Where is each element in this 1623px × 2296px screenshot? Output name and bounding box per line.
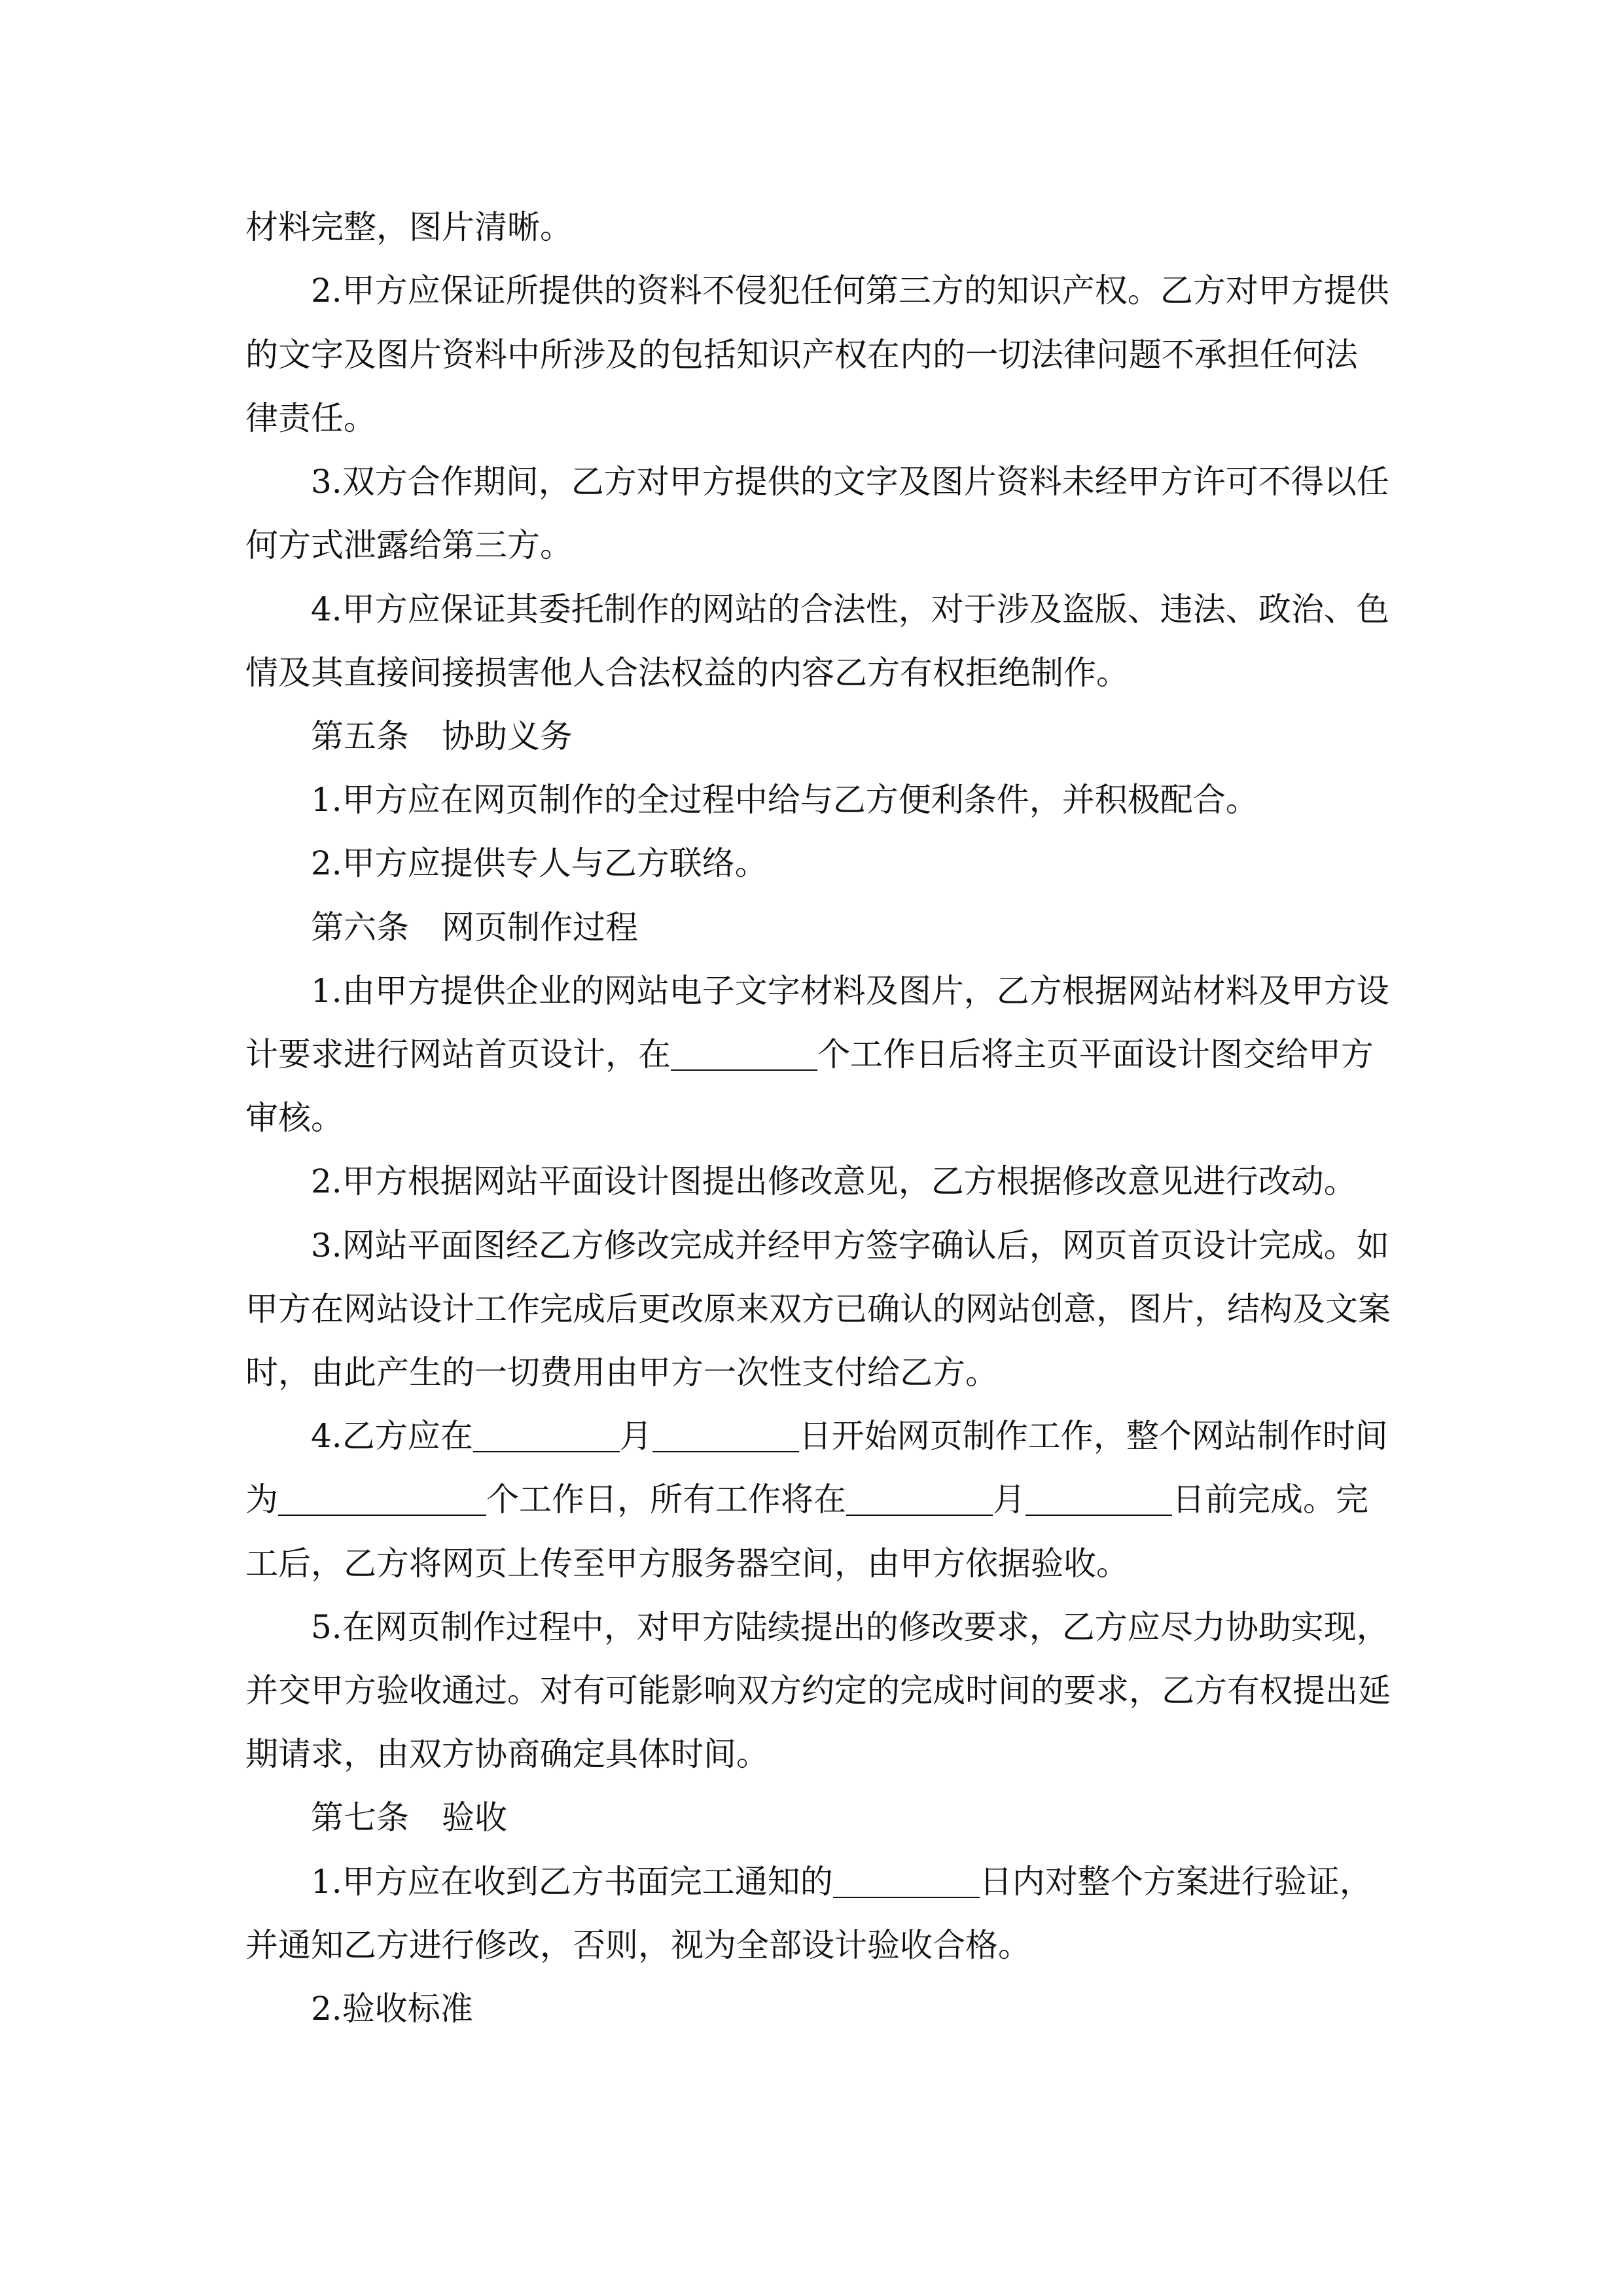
article-heading: 第六条 网页制作过程: [311, 908, 638, 946]
clause-item: [311, 1865, 1372, 1902]
clause-item: 1.甲方应在网页制作的全过程中给与乙方便利条件，并积极配合。: [311, 781, 1258, 819]
clause-item: 1.由甲方提供企业的网站电子文字材料及图片，乙方根据网站材料及甲方设: [311, 972, 1389, 1010]
paragraph-line: 律责任。: [245, 399, 376, 437]
clause-item: [311, 1417, 1388, 1456]
paragraph-line: [245, 1480, 1368, 1520]
clause-item: 2.甲方根据网站平面设计图提出修改意见，乙方根据修改意见进行改动。: [311, 1162, 1357, 1200]
text-segment: 日前完成。完: [1172, 1480, 1368, 1518]
clause-item: 2.甲方应保证所提供的资料不侵犯任何第三方的知识产权。乙方对甲方提供: [311, 272, 1389, 310]
fill-in-blank: [278, 1483, 486, 1516]
text-segment: 日内对整个方案进行验证，: [979, 1863, 1372, 1901]
paragraph-line: 材料完整，图片清晰。: [245, 208, 573, 246]
paragraph-line: 期请求，由双方协商确定具体时间。: [245, 1735, 769, 1773]
text-segment: 月: [619, 1417, 652, 1455]
text-segment: 4.乙方应在: [311, 1417, 473, 1455]
paragraph-line: 工后，乙方将网页上传至甲方服务器空间，由甲方依据验收。: [245, 1545, 1129, 1583]
clause-item: 2.验收标准: [311, 1990, 473, 2028]
paragraph-line: 何方式泄露给第三方。: [245, 526, 573, 564]
clause-item: 5.在网页制作过程中，对甲方陆续提出的修改要求，乙方应尽力协助实现，: [311, 1608, 1389, 1646]
text-segment: 日开始网页制作工作，整个网站制作时间: [798, 1417, 1388, 1455]
fill-in-blank: [846, 1483, 993, 1516]
paragraph-line: 时，由此产生的一切费用由甲方一次性支付给乙方。: [245, 1354, 998, 1391]
clause-item: 4.甲方应保证其委托制作的网站的合法性，对于涉及盗版、违法、政治、色: [311, 590, 1389, 628]
fill-in-blank: [473, 1420, 620, 1452]
text-segment: 月: [993, 1480, 1026, 1518]
clause-item: 3.双方合作期间，乙方对甲方提供的文字及图片资料未经甲方许可不得以任: [311, 463, 1389, 501]
paragraph-line: [245, 1035, 1374, 1075]
text-segment: 为: [245, 1480, 278, 1518]
fill-in-blank: [1026, 1483, 1172, 1516]
article-heading: 第七条 验收: [311, 1799, 507, 1837]
clause-item: 2.甲方应提供专人与乙方联络。: [311, 844, 768, 882]
paragraph-line: 并通知乙方进行修改，否则，视为全部设计验收合格。: [245, 1926, 1031, 1964]
clause-item: 3.网站平面图经乙方修改完成并经甲方签字确认后，网页首页设计完成。如: [311, 1227, 1389, 1265]
paragraph-line: 的文字及图片资料中所涉及的包括知识产权在内的一切法律问题不承担任何法: [245, 336, 1358, 374]
fill-in-blank: [833, 1865, 980, 1898]
article-heading: 第五条 协助义务: [311, 717, 573, 755]
text-segment: 1.甲方应在收到乙方书面完工通知的: [311, 1863, 833, 1901]
text-segment: 个工作日后将主页平面设计图交给甲方: [817, 1035, 1374, 1073]
paragraph-line: 甲方在网站设计工作完成后更改原来双方已确认的网站创意，图片，结构及文案: [245, 1290, 1391, 1328]
paragraph-line: 审核。: [245, 1099, 344, 1137]
fill-in-blank: [671, 1038, 817, 1071]
paragraph-line: 情及其直接间接损害他人合法权益的内容乙方有权拒绝制作。: [245, 654, 1129, 692]
fill-in-blank: [652, 1420, 799, 1452]
text-segment: 计要求进行网站首页设计，在: [245, 1035, 671, 1073]
paragraph-line: 并交甲方验收通过。对有可能影响双方约定的完成时间的要求，乙方有权提出延: [245, 1672, 1391, 1710]
text-segment: 个工作日，所有工作将在: [486, 1480, 846, 1518]
